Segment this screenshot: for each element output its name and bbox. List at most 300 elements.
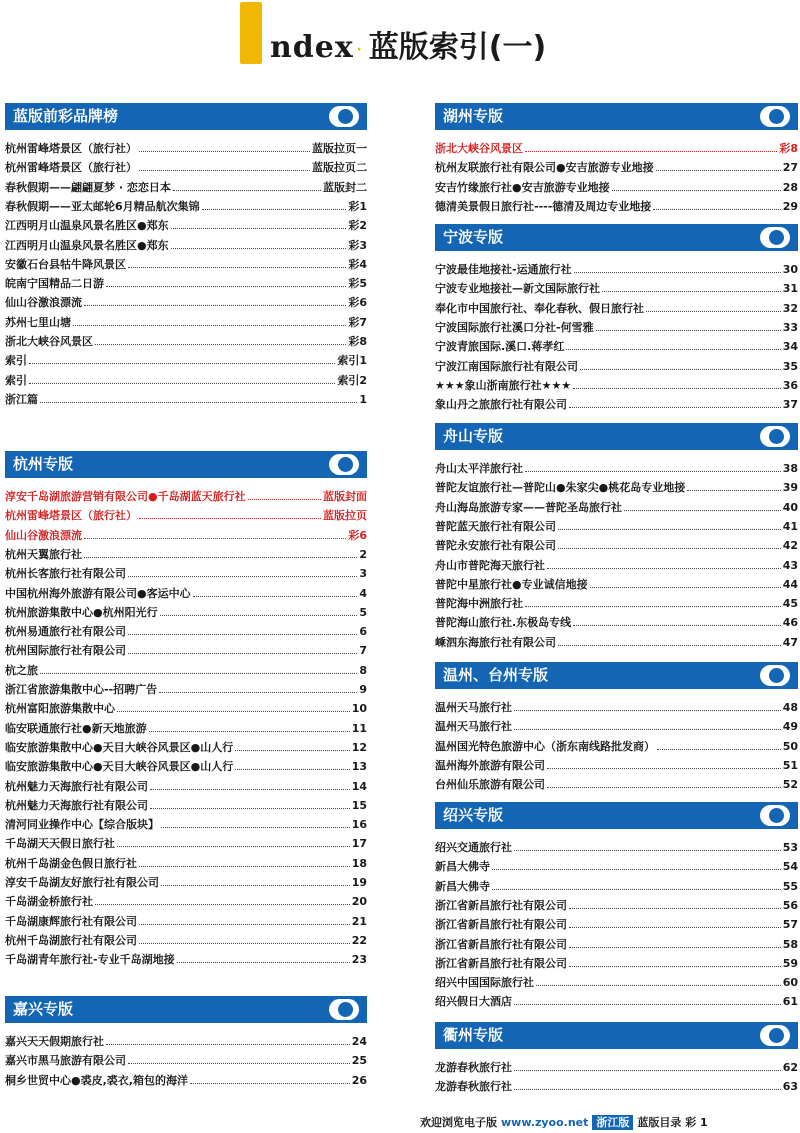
dot-leader	[139, 158, 310, 171]
entry-page: 45	[782, 597, 798, 611]
entry-page: 21	[351, 914, 367, 928]
dot-leader	[547, 556, 781, 569]
entry-title: 象山丹之旅旅行社有限公司	[435, 398, 567, 412]
dot-leader	[514, 992, 781, 1005]
entry-title: 新昌大佛寺	[435, 879, 490, 893]
index-entry[interactable]	[5, 351, 367, 370]
entry-page: 29	[782, 199, 798, 213]
entry-page: 50	[782, 739, 798, 753]
entry-title: 温州国光特色旅游中心（浙东南线路批发商）	[435, 739, 655, 753]
entry-title: 杭州雷峰塔景区（旅行社）	[5, 509, 137, 523]
entry-title: 杭州天翼旅行社	[5, 547, 82, 561]
entry-title: 普陀海中洲旅行社	[435, 597, 523, 611]
section-title: 温州、台州专版	[443, 666, 549, 684]
entry-title: 江西明月山温泉风景名胜区●郑东	[5, 238, 169, 252]
dot-leader	[177, 950, 350, 963]
dot-leader	[161, 815, 350, 828]
dot-leader	[646, 299, 781, 312]
dot-leader	[84, 293, 346, 306]
dot-leader	[150, 796, 350, 809]
dot-leader	[514, 1077, 781, 1090]
index-entry[interactable]	[5, 545, 367, 564]
index-entry[interactable]	[435, 954, 798, 973]
index-entry[interactable]	[5, 931, 367, 950]
entry-title: 普陀中星旅行社●专业诚信地接	[435, 577, 588, 591]
entry-title: 千岛湖金桥旅行社	[5, 895, 93, 909]
entry-page: 28	[782, 180, 798, 194]
section-knob-icon	[760, 665, 790, 686]
entry-title: 奉化市中国旅行社、奉化春秋、假日旅行社	[435, 301, 644, 315]
index-entry[interactable]	[5, 680, 367, 699]
entry-page: 20	[351, 895, 367, 909]
section-header	[5, 103, 367, 130]
entry-page: 1	[359, 392, 367, 406]
index-entry[interactable]	[5, 622, 367, 641]
entry-page: 26	[351, 1073, 367, 1087]
entry-title: 宁波江南国际旅行社有限公司	[435, 359, 578, 373]
entry-title: 杭之旅	[5, 663, 38, 677]
index-entry[interactable]	[5, 390, 367, 409]
index-entry[interactable]	[435, 318, 798, 337]
entry-page: 彩8	[348, 335, 367, 348]
index-entry[interactable]	[435, 737, 798, 756]
dot-leader	[235, 738, 349, 751]
entry-page: 30	[782, 263, 798, 276]
index-entry[interactable]	[5, 738, 367, 757]
entry-page: 9	[359, 683, 367, 696]
section-knob-icon	[760, 1025, 790, 1046]
index-entry[interactable]	[5, 274, 367, 293]
entry-page: 53	[782, 841, 798, 854]
section-title: 蓝版前彩品牌榜	[13, 107, 119, 125]
index-entry[interactable]	[435, 357, 798, 376]
dot-leader	[84, 545, 357, 558]
index-entry[interactable]	[435, 178, 798, 197]
dot-leader	[29, 371, 335, 384]
entry-page: 32	[782, 301, 798, 315]
dot-leader	[160, 603, 358, 616]
index-entry[interactable]	[435, 775, 798, 794]
dot-leader	[190, 1071, 350, 1084]
entry-title: 仙山谷激浪漂流	[5, 296, 82, 310]
entry-page: 蓝版封面	[323, 490, 367, 503]
entry-page: 11	[351, 721, 367, 735]
entry-title: 杭州千岛湖旅行社有限公司	[5, 933, 137, 947]
section-title: 湖州专版	[443, 107, 504, 125]
entry-title: 浙江篇	[5, 392, 38, 406]
entry-page: 17	[351, 837, 367, 851]
index-entry[interactable]	[435, 299, 798, 318]
entry-page: 彩1	[348, 199, 367, 213]
dot-leader	[558, 517, 781, 530]
section-title: 嘉兴专版	[13, 1000, 74, 1018]
section-header	[435, 423, 798, 450]
entry-title: 临安联通旅行社●新天地旅游	[5, 721, 147, 735]
entry-title: 杭州国际旅行社有限公司	[5, 644, 126, 658]
entry-page: 41	[782, 519, 798, 533]
dot-leader	[128, 564, 357, 577]
index-entry[interactable]	[5, 777, 367, 796]
entry-title: 安吉竹缘旅行社●安吉旅游专业地接	[435, 180, 610, 194]
index-entry[interactable]	[435, 376, 798, 395]
section-header	[435, 662, 798, 689]
entry-page: 彩6	[348, 296, 367, 310]
entry-title: 浙江省新昌旅行社有限公司	[435, 956, 567, 970]
index-entry[interactable]	[5, 564, 367, 583]
dot-leader	[536, 973, 781, 986]
footer-edition-badge: 浙江版	[592, 1115, 633, 1130]
index-entry[interactable]	[5, 178, 367, 197]
entry-title: 杭州千岛湖金色假日旅行社	[5, 856, 137, 870]
dot-leader	[574, 260, 781, 273]
entry-title: 浙江省新昌旅行社有限公司	[435, 937, 567, 951]
entry-page: 3	[359, 567, 367, 581]
entry-title: 普陀蓝天旅行社有限公司	[435, 519, 556, 533]
entry-title: 绍兴假日大酒店	[435, 995, 512, 1009]
dot-leader	[173, 178, 321, 191]
title-letter-i	[240, 2, 262, 64]
entry-page: 42	[782, 539, 798, 553]
entry-page: 24	[351, 1035, 367, 1048]
index-entry[interactable]	[5, 719, 367, 738]
entry-title: 德清美景假日旅行社----德清及周边专业地接	[435, 199, 652, 213]
entry-page: 47	[782, 635, 798, 649]
section-header	[435, 802, 798, 829]
index-entry[interactable]	[435, 395, 798, 414]
index-entry[interactable]	[435, 478, 798, 497]
entry-page: 10	[351, 702, 367, 716]
dot-leader	[569, 935, 781, 948]
index-entry[interactable]	[435, 698, 798, 717]
index-entry[interactable]	[5, 950, 367, 969]
entry-page: 62	[782, 1061, 798, 1074]
entry-title: 台州仙乐旅游有限公司	[435, 778, 545, 792]
dot-leader	[492, 857, 781, 870]
entry-page: 彩5	[348, 277, 367, 291]
dot-leader	[547, 756, 781, 769]
dot-leader	[161, 873, 350, 886]
entry-page: 46	[782, 616, 798, 630]
entry-title: 新昌大佛寺	[435, 860, 490, 874]
entry-title: 清河同业操作中心【综合版块】	[5, 818, 159, 832]
index-entry[interactable]	[435, 857, 798, 876]
index-entry[interactable]	[435, 915, 798, 934]
index-entry[interactable]	[5, 641, 367, 660]
entry-title: 杭州友联旅行社有限公司●安吉旅游专业地接	[435, 161, 654, 175]
index-entry[interactable]	[5, 197, 367, 216]
entry-page: 49	[782, 720, 798, 734]
entry-page: 8	[359, 663, 367, 677]
entry-title: 龙游春秋旅行社	[435, 1080, 512, 1094]
index-entry[interactable]	[5, 371, 367, 390]
dot-leader	[139, 854, 350, 867]
entry-page: 蓝版拉页	[323, 509, 367, 523]
entry-page: 23	[351, 953, 367, 967]
dot-leader	[569, 395, 781, 408]
dot-leader	[525, 459, 781, 472]
index-entry[interactable]	[5, 1071, 367, 1090]
dot-leader	[29, 351, 335, 364]
index-entry[interactable]	[435, 717, 798, 736]
section-header	[435, 224, 798, 251]
index-entry[interactable]	[5, 834, 367, 853]
entry-title: 浙江省新昌旅行社有限公司	[435, 898, 567, 912]
entry-page: 彩7	[348, 315, 367, 329]
entry-page: 蓝版拉页一	[312, 142, 367, 155]
section-knob-icon	[760, 106, 790, 127]
entry-title: 舟山太平洋旅行社	[435, 462, 523, 475]
index-entry[interactable]	[5, 796, 367, 815]
entry-page: 14	[351, 779, 367, 793]
index-entry[interactable]	[435, 459, 798, 478]
index-entry[interactable]	[435, 517, 798, 536]
index-entry[interactable]	[5, 757, 367, 776]
dot-leader	[171, 216, 347, 229]
entry-page: 36	[782, 378, 798, 392]
index-entry[interactable]	[5, 487, 367, 506]
entry-title: 千岛湖天天假日旅行社	[5, 837, 115, 851]
dot-leader	[40, 661, 357, 674]
index-entry[interactable]	[5, 139, 367, 158]
entry-page: 39	[782, 481, 798, 495]
entry-page: 6	[359, 625, 367, 639]
section-header	[435, 103, 798, 130]
section-title: 杭州专版	[13, 455, 74, 473]
index-entry[interactable]	[435, 260, 798, 279]
index-entry[interactable]	[435, 838, 798, 857]
index-entry[interactable]	[435, 575, 798, 594]
index-entry[interactable]	[435, 633, 798, 652]
dot-leader	[514, 1058, 781, 1071]
index-entry[interactable]	[435, 139, 798, 158]
index-entry[interactable]	[435, 536, 798, 555]
entry-title: 淳安千岛湖旅游营销有限公司●千岛湖蓝天旅行社	[5, 490, 246, 503]
entry-page: 彩2	[348, 219, 367, 233]
entry-title: 杭州魅力天海旅行社有限公司	[5, 779, 148, 793]
entry-title: 临安旅游集散中心●天目大峡谷风景区●山人行	[5, 740, 234, 754]
index-entry[interactable]	[435, 1058, 798, 1077]
index-entry[interactable]	[435, 756, 798, 775]
footer	[420, 1112, 800, 1133]
dot-leader	[139, 506, 321, 519]
section-knob-icon	[760, 227, 790, 248]
entry-page: 12	[351, 740, 367, 754]
index-entry[interactable]	[5, 603, 367, 622]
index-entry[interactable]	[5, 255, 367, 274]
entry-title: 杭州易通旅行社有限公司	[5, 625, 126, 639]
entry-page: 16	[351, 818, 367, 832]
index-entry[interactable]	[5, 912, 367, 931]
index-entry[interactable]	[5, 236, 367, 255]
entry-title: 苏州七里山塘	[5, 315, 71, 329]
entry-title: 安徽石台县牯牛降风景区	[5, 257, 126, 271]
dot-leader	[150, 777, 350, 790]
dot-leader	[612, 178, 781, 191]
index-entry[interactable]	[5, 293, 367, 312]
section-title: 舟山专版	[443, 427, 504, 445]
dot-leader	[106, 1032, 350, 1045]
index-entry[interactable]	[435, 158, 798, 177]
index-entry[interactable]	[5, 526, 367, 545]
entry-page: 彩4	[348, 257, 367, 271]
entry-title: 杭州长客旅行社有限公司	[5, 567, 126, 581]
entry-page: 5	[359, 605, 367, 619]
index-entry[interactable]	[5, 158, 367, 177]
index-entry[interactable]	[5, 584, 367, 603]
index-entry[interactable]	[435, 992, 798, 1011]
dot-leader	[596, 318, 781, 331]
entry-title: 春秋假期——亚太邮轮6月精品航次集锦	[5, 199, 200, 213]
index-entry[interactable]	[5, 1051, 367, 1070]
index-entry[interactable]	[5, 216, 367, 235]
entry-title: 普陀友谊旅行社—普陀山●朱家尖●桃花岛专业地接	[435, 481, 686, 495]
section-title: 宁波专版	[443, 228, 504, 246]
entry-page: 38	[782, 462, 798, 475]
dot-leader	[84, 526, 346, 539]
index-entry[interactable]	[5, 1032, 367, 1051]
entry-title: 春秋假期——翩翩夏梦 · 恋恋日本	[5, 180, 171, 194]
dot-leader	[569, 896, 781, 909]
dot-leader	[492, 877, 781, 890]
footer-catalog: 蓝版目录 彩 1	[637, 1116, 708, 1129]
entry-title: 杭州魅力天海旅行社有限公司	[5, 798, 148, 812]
dot-leader	[128, 641, 357, 654]
entry-page: 58	[782, 937, 798, 951]
section-title: 衢州专版	[443, 1026, 504, 1044]
dot-leader	[128, 255, 346, 268]
entry-page: 43	[782, 558, 798, 572]
dot-leader	[128, 1051, 350, 1064]
entry-page: 4	[359, 586, 367, 600]
index-entry[interactable]	[5, 854, 367, 873]
entry-title: 杭州雷峰塔景区（旅行社）	[5, 142, 137, 155]
entry-page: 48	[782, 701, 798, 714]
section-knob-icon	[760, 805, 790, 826]
dot-leader	[139, 139, 310, 152]
dot-leader	[573, 376, 781, 389]
index-entry[interactable]	[435, 613, 798, 632]
index-entry[interactable]	[435, 498, 798, 517]
index-entry[interactable]	[435, 877, 798, 896]
index-entry[interactable]	[435, 197, 798, 216]
entry-title: 江西明月山温泉风景名胜区●郑东	[5, 219, 169, 233]
section-title: 绍兴专版	[443, 806, 504, 824]
dot-leader	[687, 478, 780, 491]
entry-title: 绍兴中国国际旅行社	[435, 976, 534, 990]
index-entry[interactable]	[435, 556, 798, 575]
entry-title: 温州海外旅游有限公司	[435, 758, 545, 772]
index-entry[interactable]	[5, 332, 367, 351]
entry-title: ★★★象山浙南旅行社★★★	[435, 378, 572, 392]
index-entry[interactable]	[435, 279, 798, 298]
dot-leader	[590, 575, 781, 588]
entry-title: 普陀永安旅行社有限公司	[435, 539, 556, 553]
entry-page: 37	[782, 398, 798, 412]
entry-page: 彩3	[348, 238, 367, 252]
dot-leader	[558, 536, 781, 549]
entry-page: 55	[782, 879, 798, 893]
dot-leader	[40, 390, 357, 403]
entry-page: 索引1	[337, 354, 367, 368]
index-entry[interactable]	[5, 815, 367, 834]
footer-welcome: 欢迎浏览电子版	[420, 1116, 497, 1129]
index-entry[interactable]	[5, 313, 367, 332]
entry-title: 中国杭州海外旅游有限公司●客运中心	[5, 586, 191, 600]
dot-leader	[149, 719, 350, 732]
index-entry[interactable]	[5, 661, 367, 680]
entry-page: 61	[782, 995, 798, 1009]
dot-leader	[117, 699, 350, 712]
entry-page: 54	[782, 860, 798, 874]
entry-page: 22	[351, 933, 367, 947]
entry-page: 彩8	[779, 142, 798, 155]
entry-page: 51	[782, 758, 798, 772]
entry-title: 宁波专业地接社—新文国际旅行社	[435, 282, 600, 296]
dot-leader	[95, 892, 350, 905]
entry-page: 25	[351, 1054, 367, 1068]
entry-title: 舟山市普陀海天旅行社	[435, 558, 545, 572]
dot-leader	[653, 197, 780, 210]
index-entry[interactable]	[435, 1077, 798, 1096]
entry-page: 18	[351, 856, 367, 870]
entry-title: 杭州旅游集散中心●杭州阳光行	[5, 605, 158, 619]
entry-page: 63	[782, 1080, 798, 1094]
dot-leader	[248, 487, 321, 500]
entry-page: 彩6	[348, 528, 367, 542]
section-header	[435, 1022, 798, 1049]
entry-title: 杭州雷峰塔景区（旅行社）	[5, 161, 137, 175]
dot-leader	[558, 633, 781, 646]
entry-title: 宁波最佳地接社-运通旅行社	[435, 263, 572, 276]
dot-leader	[573, 613, 781, 626]
entry-page: 33	[782, 320, 798, 334]
entry-page: 35	[782, 359, 798, 373]
entry-title: 嘉兴天天假期旅行社	[5, 1035, 104, 1048]
index-entry[interactable]	[5, 506, 367, 525]
index-entry[interactable]	[5, 873, 367, 892]
dot-leader	[580, 357, 781, 370]
index-entry[interactable]	[435, 973, 798, 992]
dot-leader	[656, 158, 781, 171]
dot-leader	[624, 498, 781, 511]
dot-leader	[602, 279, 781, 292]
dot-leader	[128, 622, 357, 635]
dot-leader	[139, 912, 350, 925]
entry-title: 温州天马旅行社	[435, 701, 512, 714]
entry-page: 13	[351, 760, 367, 774]
entry-page: 27	[782, 161, 798, 175]
entry-title: 宁波青旅国际.溪口.蒋孝红	[435, 340, 565, 354]
dot-leader	[514, 838, 781, 851]
entry-page: 34	[782, 340, 798, 354]
entry-page: 索引2	[337, 373, 367, 387]
index-entry[interactable]	[435, 594, 798, 613]
footer-url-link[interactable]: www.zyoo.net	[501, 1116, 589, 1129]
index-entry[interactable]	[435, 896, 798, 915]
section-knob-icon	[329, 106, 359, 127]
dot-leader	[514, 717, 781, 730]
index-entry[interactable]	[435, 935, 798, 954]
index-entry[interactable]	[5, 699, 367, 718]
section-knob-icon	[329, 454, 359, 475]
dot-leader	[657, 737, 781, 750]
dot-leader	[117, 834, 350, 847]
index-entry[interactable]	[435, 337, 798, 356]
entry-title: 绍兴交通旅行社	[435, 841, 512, 854]
index-entry[interactable]	[5, 892, 367, 911]
dot-leader	[159, 680, 357, 693]
entry-page: 56	[782, 898, 798, 912]
